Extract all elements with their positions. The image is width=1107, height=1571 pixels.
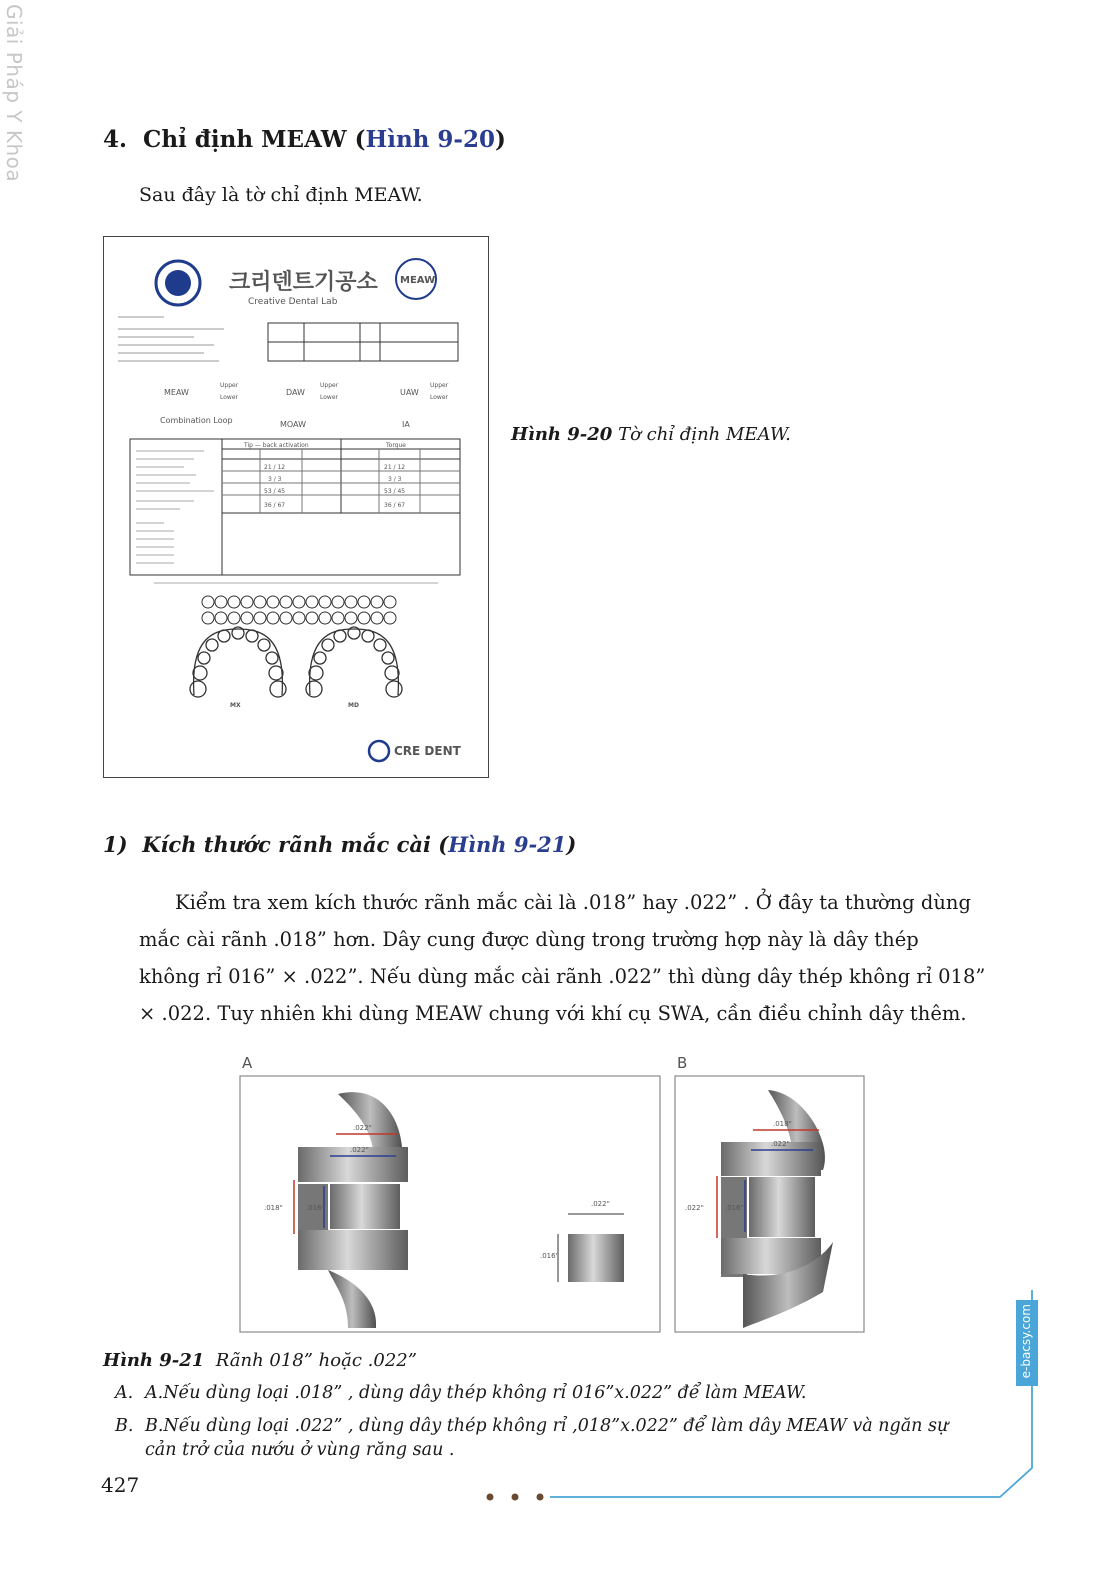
order-sheet-drawing: [104, 237, 488, 777]
panel-b-label: B: [677, 1054, 688, 1072]
wire-value-2: 3 / 3: [268, 476, 282, 483]
table-header-tip: Tip — back activation: [244, 442, 309, 449]
archwire-cross-section: [568, 1234, 624, 1282]
paragraph-line: mắc cài rãnh .018” hơn. Dây cung được dùng trong trường hợp này là dây thép: [139, 928, 919, 951]
credent-logo-text: CRE DENT: [394, 744, 461, 758]
opt-combination: Combination Loop: [160, 416, 233, 425]
dim-a-top: .022": [353, 1124, 372, 1132]
dim-b-left: .022": [685, 1204, 704, 1212]
opt-meaw: MEAW: [164, 388, 189, 397]
footer-decoration: [480, 1290, 1040, 1510]
wire-value-1: 21 / 12: [264, 464, 286, 471]
footer-rule: [550, 1290, 1032, 1497]
figure-9-21-label: Hình 9-21: [103, 1350, 205, 1371]
body-paragraph: [139, 884, 1001, 1032]
section-number: 4.: [103, 126, 128, 153]
lower-label-2: Lower: [320, 394, 338, 401]
upper-label-3: Upper: [430, 382, 449, 389]
figure-9-21-text: Rãnh 018” hoặc .022”: [215, 1350, 417, 1371]
note-a-letter: A.: [115, 1383, 134, 1403]
lab-name-korean: 크리덴트기공소: [229, 270, 378, 295]
subsection-title-end: ): [566, 832, 577, 857]
side-tab-text: e-bacsy.com: [1019, 1304, 1033, 1379]
archwire-slot-b: [749, 1177, 815, 1237]
section-title-end: ): [494, 126, 506, 153]
opt-uaw: UAW: [400, 388, 419, 397]
paragraph-line: × .022. Tuy nhiên khi dùng MEAW chung với khí cụ SWA, cần điều chỉnh dây thêm.: [139, 1002, 967, 1025]
wire-value-3: 53 / 45: [264, 488, 286, 495]
wire-value-6: 3 / 3: [388, 476, 402, 483]
meaw-order-sheet-figure: [103, 236, 489, 778]
dim-b-inner: .022": [771, 1140, 790, 1148]
lower-label-3: Lower: [430, 394, 448, 401]
lab-logo-inner: [165, 270, 191, 296]
wire-value-8: 36 / 67: [384, 502, 406, 509]
paragraph-line: Kiểm tra xem kích thước rãnh mắc cài là .018” hay .022” . Ở đây ta thường dùng: [175, 891, 971, 914]
sidebar-brand-text: Giải Pháp Y Khoa: [2, 4, 26, 183]
paragraph-line: không rỉ 016” × .022”. Nếu dùng mắc cài rãnh .022” thì dùng dây thép không rỉ 018”: [139, 965, 986, 988]
opt-ia: IA: [402, 420, 410, 429]
dim-a-wire-width: .022": [591, 1200, 610, 1208]
note-b-letter: B.: [115, 1416, 134, 1436]
bracket-lower-block: [298, 1230, 408, 1270]
note-b-text: B.Nếu dùng loại .022” , dùng dây thép không rỉ ,018”x.022” để làm dây MEAW và ngăn sự: [145, 1416, 949, 1436]
lower-label-1: Lower: [220, 394, 238, 401]
table-left-lines: [136, 451, 214, 563]
meaw-logo-text: MEAW: [400, 275, 436, 286]
panel-a-label: A: [242, 1054, 253, 1072]
dim-a-slot: .016": [306, 1204, 325, 1212]
page-number: 427: [101, 1473, 140, 1497]
tooth-chart-rows: [202, 596, 396, 624]
sidebar-brand: [0, 0, 34, 190]
table-header-torque: Torque: [386, 442, 406, 449]
subsection-figure-ref[interactable]: Hình 9-21: [448, 832, 567, 857]
dim-a-wire-height: .016": [540, 1252, 559, 1260]
side-tab[interactable]: [1016, 1300, 1038, 1386]
archwire-slot: [330, 1184, 400, 1229]
dim-a-left: .018": [264, 1204, 283, 1212]
footer-dot: [537, 1494, 544, 1501]
dental-arches-icon: [190, 627, 402, 697]
wire-value-7: 53 / 45: [384, 488, 406, 495]
arch-label-mx: MX: [230, 702, 241, 709]
intro-text: Sau đây là tờ chỉ định MEAW.: [139, 184, 423, 206]
figure-9-20-text: Tờ chỉ định MEAW.: [618, 424, 791, 445]
dim-a-inner: .022": [350, 1146, 369, 1154]
arch-label-md: MD: [348, 702, 359, 709]
upper-label-2: Upper: [320, 382, 339, 389]
note-a-text: A.Nếu dùng loại .018” , dùng dây thép không rỉ 016”x.022” để làm MEAW.: [145, 1383, 807, 1403]
subsection-heading: [103, 832, 576, 857]
section-heading: [103, 126, 506, 153]
credent-logo-icon: [369, 741, 389, 761]
opt-moaw: MOAW: [280, 420, 307, 429]
footer-dot: [487, 1494, 494, 1501]
dim-b-slot: .016": [725, 1204, 744, 1212]
dim-b-top: .018": [773, 1120, 792, 1128]
figure-9-20-caption: [511, 424, 791, 445]
subsection-title: Kích thước rãnh mắc cài (: [142, 832, 449, 857]
section-figure-ref[interactable]: Hình 9-20: [365, 126, 495, 153]
wire-value-5: 21 / 12: [384, 464, 406, 471]
figure-9-20-label: Hình 9-20: [511, 424, 613, 445]
footer-dot: [512, 1494, 519, 1501]
lab-name: Creative Dental Lab: [248, 297, 338, 307]
wire-value-4: 36 / 67: [264, 502, 286, 509]
figure-9-21-caption: [103, 1350, 417, 1371]
subsection-number: 1): [103, 832, 128, 857]
address-lines: [118, 317, 224, 361]
upper-label-1: Upper: [220, 382, 239, 389]
section-title: Chỉ định MEAW (: [143, 126, 366, 153]
opt-daw: DAW: [286, 388, 305, 397]
note-b-continuation: cản trở của nướu ở vùng răng sau .: [145, 1440, 455, 1460]
